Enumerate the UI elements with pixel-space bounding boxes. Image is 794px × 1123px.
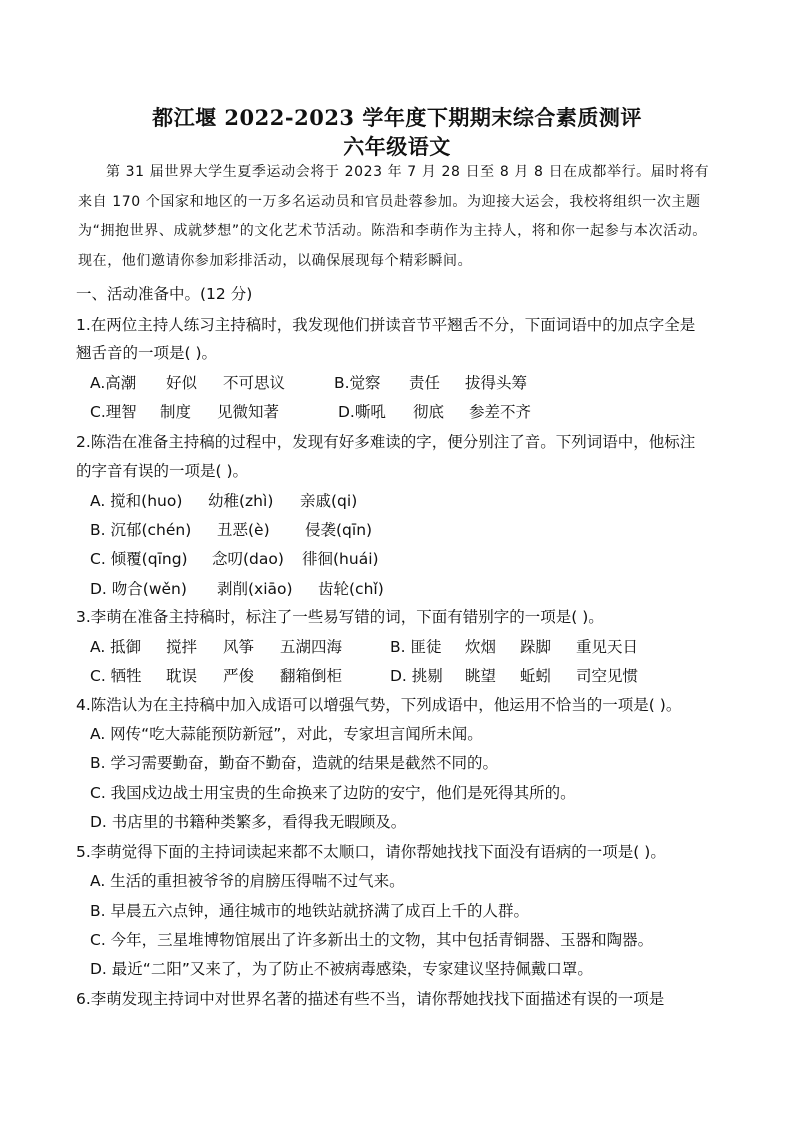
question-1-stem-cont: 翘舌音的一项是( )。	[76, 344, 218, 362]
question-4-option-d: D. 书店里的书籍种类繁多，看得我无暇顾及。	[90, 813, 407, 831]
question-2-stem: 2.陈浩在准备主持稿的过程中，发现有好多难读的字，便分别注了音。下列词语中，他标注	[76, 433, 696, 451]
question-5-option-d: D. 最近“二阳”又来了，为了防止不被病毒感染，专家建议坚持佩戴口罩。	[90, 960, 593, 978]
exam-subtitle: 六年级语文	[343, 134, 451, 159]
question-4-option-b: B. 学习需要勤奋，勤奋不勤奋，造就的结果是截然不同的。	[90, 754, 498, 772]
question-5-option-c: C. 今年，三星堆博物馆展出了许多新出土的文物，其中包括青铜器、玉器和陶器。	[90, 931, 654, 949]
question-6-stem: 6.李萌发现主持词中对世界名著的描述有些不当，请你帮她找找下面描述有误的一项是	[76, 990, 665, 1008]
question-4-option-a: A. 网传“吃大蒜能预防新冠”，对此，专家坦言闻所未闻。	[90, 725, 483, 743]
exam-title: 都江堰 2022-2023 学年度下期期末综合素质测评	[152, 105, 642, 130]
question-4-stem: 4.陈浩认为在主持稿中加入成语可以增强气势，下列成语中，他运用不恰当的一项是( )。	[76, 696, 682, 714]
question-5-option-b: B. 早晨五六点钟，通往城市的地铁站就挤满了成百上千的人群。	[90, 902, 529, 920]
question-5-stem: 5.李萌觉得下面的主持词读起来都不太顺口，请你帮她找找下面没有语病的一项是( )。	[76, 843, 666, 861]
exam-page: 都江堰 2022-2023 学年度下期期末综合素质测评 六年级语文 第 31 届世界大学生夏季运动会将于 2023 年 7 月 28 日至 8 月 8 日在成都举行。届时将有来自 170 个国家和地区的一万多名运动员和官员赴蓉参加。为迎接大运会，我校将组织一次主题为“拥抱世界、成就梦想”的文化艺术节活动。陈浩和李萌作为主持人，将和你一起参与本次活动。现在，他们邀请你参加彩排活动，以确保展现每个精彩瞬间。 一、活动准备中。(12 分) 1.在两位主持人练习主持稿时，我发现他们拼读音节平翘舌不分，下面词语中的加点字全是 翘舌音的一项是( )。 A.高潮 好似 不可思议 B.觉察 责任 拔得头筹 C.理智 制度 见微知著 D.嘶吼 彻底 参差不齐 2.陈浩在准备主持稿的过程中，发现有好多难读的字，便分别注了音。下列词语中，他标注 的字音有误的一项是( )。 A. 搅和(huo) 幼稚(zhì) 亲戚(qi) B. 沉郁(chén) 丑恶(è) 侵袭(qīn) C. 倾覆(qīng) 念叨(dao) 徘徊(huái) D. 吻合(wěn) 剥削(xiāo) 齿轮(chǐ) 3.李萌在准备主持稿时，标注了一些易写错的词，下面有错别字的一项是( )。 A. 抵御 搅拌 风筝 五湖四海 B. 匪徒 炊烟 跺脚 重见天日 C. 牺牲 耽误 严俊 翻箱倒柜 D. 挑剔 眺望 蚯蚓 司空见惯 4.陈浩认为在主持稿中加入成语可以增强气势，下列成语中，他运用不恰当的一项是( )。 A. 网传“吃大蒜能预防新冠”，对此，专家坦言闻所未闻。 B. 学习需要勤奋，勤奋不勤奋，造就的结果是截然不同的。 C. 我国戍边战士用宝贵的生命换来了边防的安宁，他们是死得其所的。 D. 书店里的书籍种类繁多，看得我无暇顾及。 5.李萌觉得下面的主持词读起来都不太顺口，请你帮她找找下面没有语病的一项是( )。 A. 生活的重担被爷爷的肩膀压得喘不过气来。 B. 早晨五六点钟，通往城市的地铁站就挤满了成百上千的人群。 C. 今年，三星堆博物馆展出了许多新出土的文物，其中包括青铜器、玉器和陶器。 D. 最近“二阳”又来了，为了防止不被病毒感染，专家建议坚持佩戴口罩。 6.李萌发现主持词中对世界名著的描述有些不当，请你帮她找找下面描述有误的一项是	[0, 0, 794, 1123]
question-1-stem: 1.在两位主持人练习主持稿时，我发现他们拼读音节平翘舌不分，下面词语中的加点字全是	[76, 316, 696, 334]
intro-paragraph: 第 31 届世界大学生夏季运动会将于 2023 年 7 月 28 日至 8 月 8 日在成都举行。届时将有来自 170 个国家和地区的一万多名运动员和官员赴蓉参加。为迎接大运会，我校将组织一次主题为“拥抱世界、成就梦想”的文化艺术节活动。陈浩和李萌作为主持人，将和你一起参与本次活动。现在，他们邀请你参加彩排活动，以确保展现每个精彩瞬间。	[78, 164, 710, 269]
section-heading: 一、活动准备中。(12 分)	[76, 285, 253, 303]
question-5-option-a: A. 生活的重担被爷爷的肩膀压得喘不过气来。	[90, 872, 405, 890]
question-3-stem: 3.李萌在准备主持稿时，标注了一些易写错的词，下面有错别字的一项是( )。	[76, 608, 604, 626]
question-4-option-c: C. 我国戍边战士用宝贵的生命换来了边防的安宁，他们是死得其所的。	[90, 784, 576, 802]
question-2-stem-cont: 的字音有误的一项是( )。	[76, 462, 249, 480]
